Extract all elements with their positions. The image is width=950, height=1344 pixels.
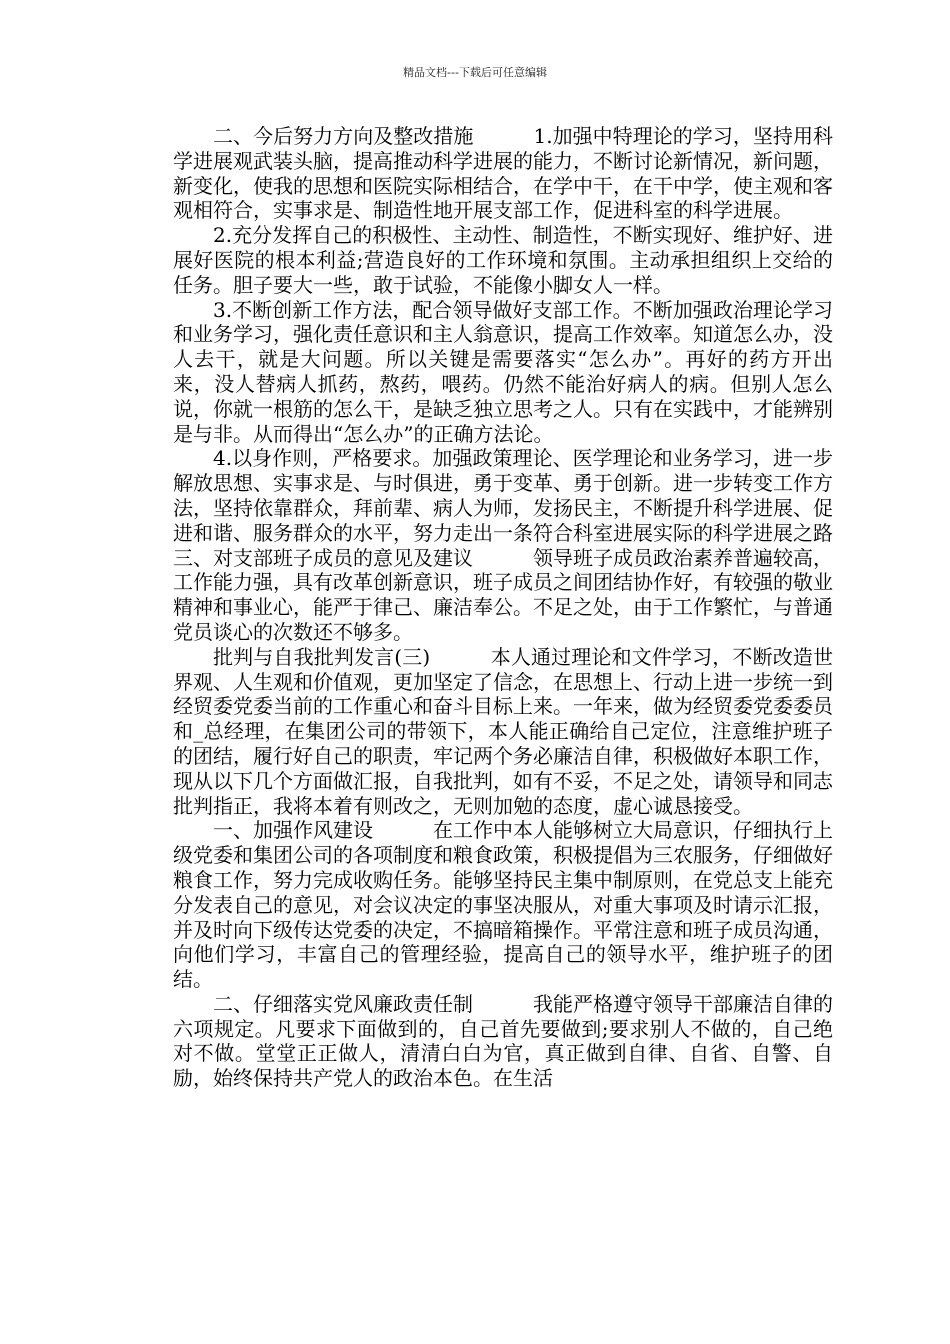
paragraph: 二、仔细落实党风廉政责任制 我能严格遵守领导干部廉洁自律的六项规定。凡要求下面做到的，自己首先要做到;要求别人不做的，自己绝对不做。堂堂正正做人，清清白白为官，真正做到自律、自省、自警、自励，始终保持共产党人的政治本色。在生活 <box>173 991 833 1091</box>
paragraph: 3.不断创新工作方法，配合领导做好支部工作。不断加强政治理论学习和业务学习，强化责任意识和主人翁意识，提高工作效率。知道怎么办，没人去干，就是大问题。所以关键是需要落实“怎么办”。再好的药方开出来，没人替病人抓药，熬药，喂药。仍然不能治好病人的病。但别人怎么说，你就一根筋的怎么干，是缺乏独立思考之人。只有在实践中，才能辨别是与非。从而得出“怎么办”的正确方法论。 <box>173 297 833 446</box>
paragraph: 4.以身作则，严格要求。加强政策理论、医学理论和业务学习，进一步解放思想、实事求是、与时俱进，勇于变革、勇于创新。进一步转变工作方法，坚持依靠群众，拜前辈、病人为师，发扬民主，不断提升科学进展、促进和谐、服务群众的水平，努力走出一条符合科室进展实际的科学进展之路 三、对支部班子成员的意见及建议 领导班子成员政治素养普遍较高，工作能力强，具有改革创新意识，班子成员之间团结协作好，有较强的敬业精神和事业心，能严于律己、廉洁奉公。不足之处，由于工作繁忙，与普通党员谈心的次数还不够多。 <box>173 446 893 644</box>
page-header: 精品文档---下载后可任意编辑 <box>403 66 547 79</box>
paragraph: 二、今后努力方向及整改措施 1.加强中特理论的学习，坚持用科学进展观武装头脑，提高推动科学进展的能力，不断讨论新情况，新问题，新变化，使我的思想和医院实际相结合，在学中干，在干中学，使主观和客观相符合，实事求是、制造性地开展支部工作，促进科室的科学进展。 <box>173 124 833 223</box>
paragraph: 批判与自我批判发言(三) 本人通过理论和文件学习，不断改造世界观、人生观和价值观，更加坚定了信念，在思想上、行动上进一步统一到经贸委党委当前的工作重心和奋斗目标上来。一年来，做为经贸委党委委员和_总经理，在集团公司的带领下，本人能正确给自己定位，注意维护班子的团结，履行好自己的职责，牢记两个务必廉洁自律，积极做好本职工作，现从以下几个方面做汇报，自我批判，如有不妥，不足之处，请领导和同志批判指正，我将本着有则改之，无则加勉的态度，虚心诚恳接受。 <box>173 644 833 818</box>
document-body <box>173 124 893 1091</box>
paragraph: 2.充分发挥自己的积极性、主动性、制造性，不断实现好、维护好、进展好医院的根本利益;营造良好的工作环境和氛围。主动承担组织上交给的任务。胆子要大一些，敢于试验，不能像小脚女人一样。 <box>173 223 833 297</box>
paragraph: 一、加强作风建设 在工作中本人能够树立大局意识，仔细执行上级党委和集团公司的各项制度和粮食政策，积极提倡为三农服务，仔细做好粮食工作，努力完成收购任务。能够坚持民主集中制原则，在党总支上能充分发表自己的意见，对会议决定的事坚决服从，对重大事项及时请示汇报，并及时向下级传达党委的决定，不搞暗箱操作。平常注意和班子成员沟通，向他们学习，丰富自己的管理经验，提高自己的领导水平，维护班子的团结。 <box>173 818 833 992</box>
